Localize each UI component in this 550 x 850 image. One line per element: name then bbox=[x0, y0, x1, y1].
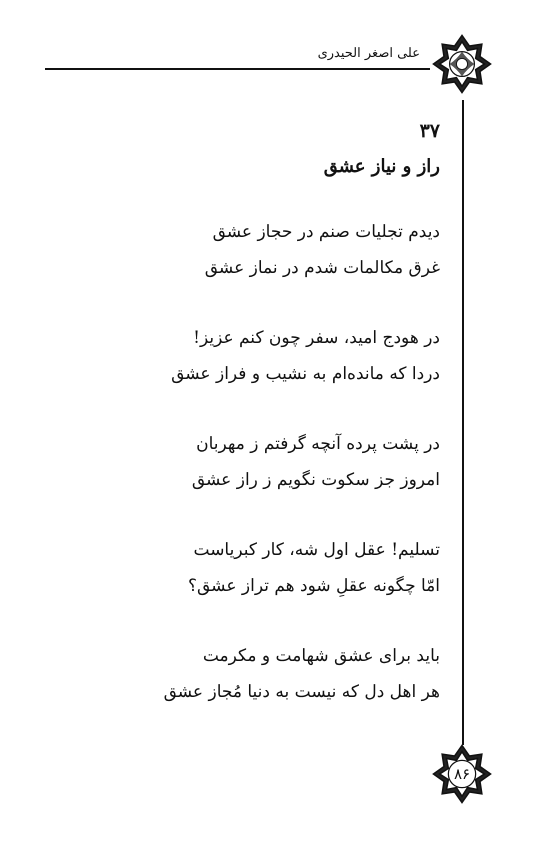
verse-line: دیدم تجلیات صنم در حجاز عشق bbox=[212, 222, 440, 242]
poem-content bbox=[140, 118, 440, 710]
verse-line: دردا که مانده‌ام به نشیب و فراز عشق bbox=[171, 364, 440, 384]
stanza bbox=[140, 638, 440, 710]
stanza bbox=[140, 426, 440, 498]
header-rule bbox=[45, 68, 430, 70]
margin-vertical-rule bbox=[462, 100, 464, 745]
star-ornament-icon bbox=[431, 33, 493, 95]
poem-title: راز و نیاز عشق bbox=[323, 156, 440, 177]
verse-line: امروز جز سکوت نگویم ز راز عشق bbox=[191, 470, 440, 490]
stanza bbox=[140, 532, 440, 604]
verse-line: در هودج امید، سفر چون کنم عزیز! bbox=[193, 328, 440, 348]
stanza bbox=[140, 214, 440, 286]
verse-line: باید برای عشق شهامت و مکرمت bbox=[202, 646, 440, 666]
running-header-author: علی اصغر الحیدری bbox=[317, 46, 420, 61]
verse-line: غرق مکالمات شدم در نماز عشق bbox=[204, 258, 440, 278]
page-number: ۸۶ bbox=[453, 765, 471, 783]
poem-number: ۳۷ bbox=[419, 120, 440, 142]
verse-line: تسلیم! عقل اول شه، کار کبریاست bbox=[193, 540, 440, 560]
verse-line: هر اهل دل که نیست به دنیا مُجاز عشق bbox=[163, 682, 440, 702]
verse-line: در پشت پرده آنچه گرفتم ز مهربان bbox=[196, 434, 440, 454]
stanza bbox=[140, 320, 440, 392]
verse-line: امّا چگونه عقلِ شود هم تراز عشق؟ bbox=[187, 576, 440, 596]
